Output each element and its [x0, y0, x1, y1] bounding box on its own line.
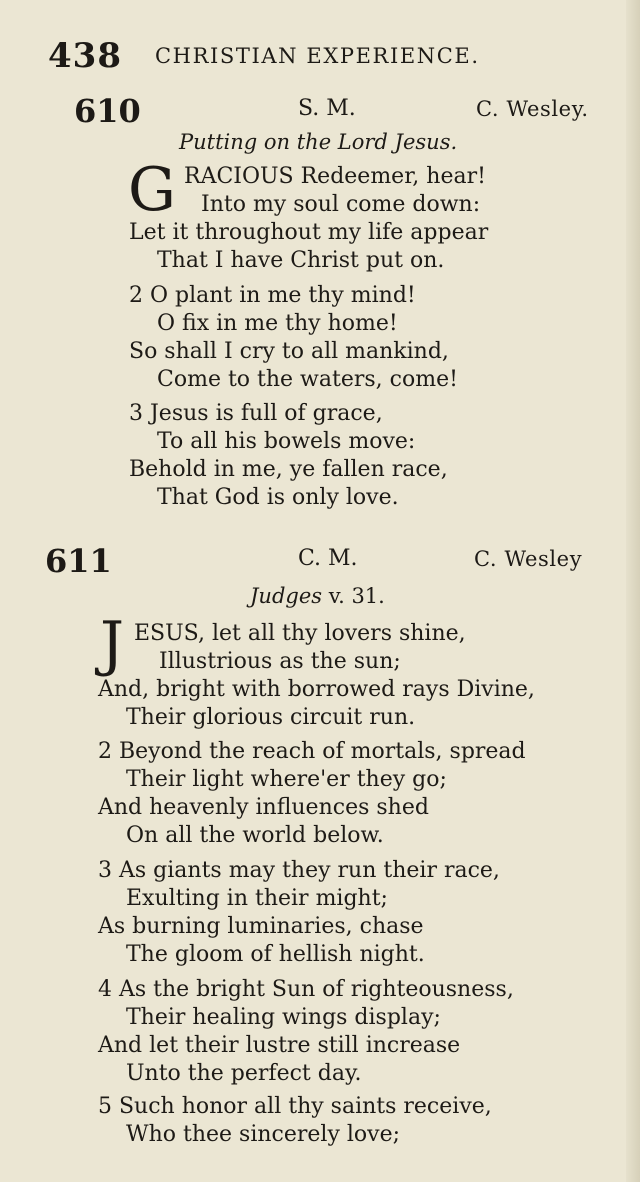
verse-line: Into my soul come down:	[201, 192, 481, 217]
verse-line: That God is only love.	[157, 485, 399, 510]
verse-line: 2 O plant in me thy mind!	[129, 283, 416, 308]
section-title: CHRISTIAN EXPERIENCE.	[155, 44, 480, 68]
verse-line: As burning luminaries, chase	[98, 914, 424, 939]
verse-line: On all the world below.	[126, 823, 384, 848]
verse-line: 4 As the bright Sun of righteousness,	[98, 977, 514, 1002]
page-number: 438	[48, 36, 122, 76]
verse-line: Come to the waters, come!	[157, 367, 458, 392]
hymn-subtitle: Putting on the Lord Jesus.	[179, 130, 458, 154]
verse-line: Let it throughout my life appear	[129, 220, 489, 245]
drop-cap: J	[100, 609, 125, 679]
verse-line: Their healing wings display;	[126, 1005, 441, 1030]
hymn-number: 610	[74, 92, 141, 130]
page-edge	[626, 0, 640, 1182]
drop-cap: G	[128, 155, 176, 225]
hymn-author: C. Wesley	[474, 547, 583, 571]
verse-line: Their glorious circuit run.	[126, 705, 416, 730]
hymn-meter: S. M.	[298, 96, 356, 121]
verse-line: And let their lustre still increase	[98, 1033, 461, 1058]
verse-line: And, bright with borrowed rays Divine,	[98, 677, 535, 702]
verse-line: 3 As giants may they run their race,	[98, 858, 500, 883]
hymn-number: 611	[45, 542, 112, 580]
verse-line: 5 Such honor all thy saints receive,	[98, 1094, 492, 1119]
hymn-meter: C. M.	[298, 546, 358, 571]
verse-line: So shall I cry to all mankind,	[129, 339, 449, 364]
verse-line: Their light where'er they go;	[126, 767, 447, 792]
hymn-author: C. Wesley.	[476, 97, 589, 121]
verse-line: 2 Beyond the reach of mortals, spread	[98, 739, 526, 764]
verse-line: Who thee sincerely love;	[126, 1122, 401, 1147]
subtitle-italic: Judges	[250, 584, 323, 608]
verse-line: ESUS, let all thy lovers shine,	[134, 621, 466, 646]
verse-line: The gloom of hellish night.	[126, 942, 425, 967]
verse-line: And heavenly influences shed	[98, 795, 429, 820]
verse-line: RACIOUS Redeemer, hear!	[184, 164, 486, 189]
verse-line: To all his bowels move:	[157, 429, 416, 454]
subtitle-rest: v. 31.	[322, 584, 385, 608]
verse-line: That I have Christ put on.	[157, 248, 445, 273]
verse-line: Unto the perfect day.	[126, 1061, 362, 1086]
verse-line: Exulting in their might;	[126, 886, 388, 911]
hymn-subtitle	[250, 584, 385, 608]
verse-line: Behold in me, ye fallen race,	[129, 457, 448, 482]
verse-line: 3 Jesus is full of grace,	[129, 401, 383, 426]
verse-line: Illustrious as the sun;	[159, 649, 401, 674]
verse-line: O fix in me thy home!	[157, 311, 398, 336]
